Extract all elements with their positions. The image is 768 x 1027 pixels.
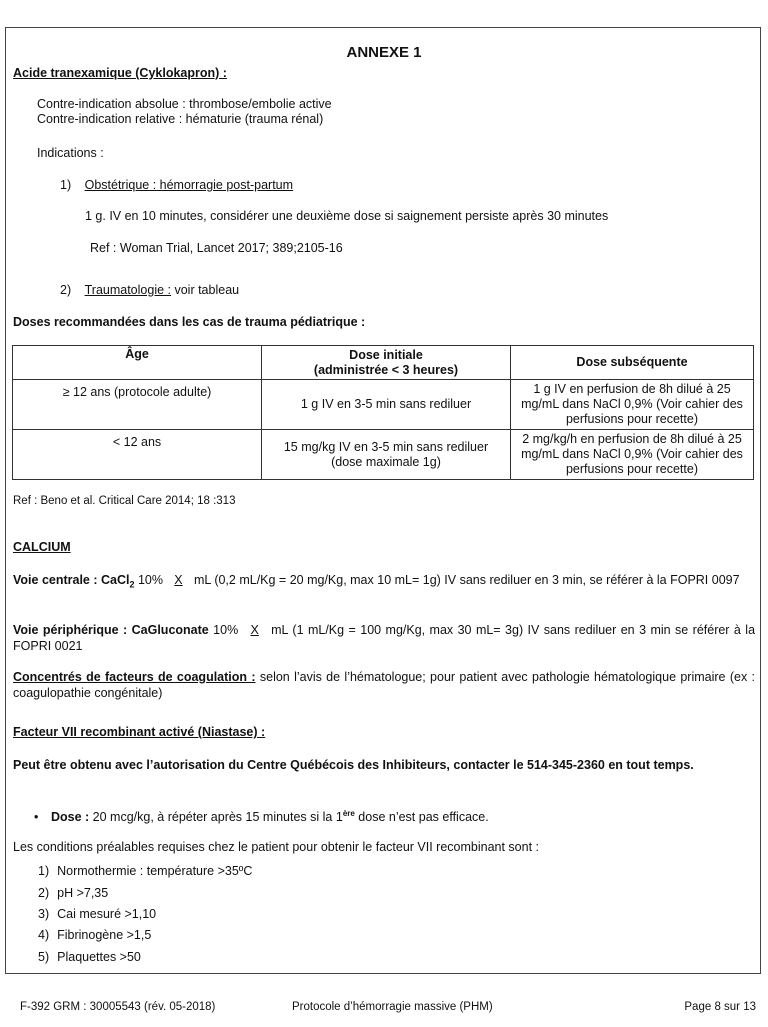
conditions-intro: Les conditions préalables requises chez le patient pour obtenir le facteur VII recombinant sont : [13,840,540,854]
condition-1-number: 1) [38,864,50,878]
row2-age: < 12 ans [13,430,262,480]
dose-label: Dose : [51,810,90,825]
doses-heading: Doses recommandées dans les cas de trauma pédiatrique : [13,315,366,329]
central-percent: 10% [134,573,167,587]
row1-initial: 1 g IV en 3-5 min sans rediluer [262,380,511,430]
calcium-central [13,572,755,593]
concentrates-text: selon l’avis de l’hématologue; pour patient avec pathologie hématologique primaire (ex : coagulopathie congénitale) [13,670,755,700]
indication-2-rest: voir tableau [171,283,240,297]
indication-2-label: Traumatologie : [84,283,171,297]
indication-1-label: Obstétrique : hémorragie post-partum [84,178,294,192]
central-label: Voie centrale : CaCl [13,573,130,587]
condition-5-number: 5) [38,950,50,964]
footer-form-id: F-392 GRM : 30005543 (rév. 05-2018) [20,1001,216,1013]
list-item [38,907,156,922]
condition-2-text: pH >7,35 [57,886,109,900]
indication-1 [60,178,293,193]
central-rest: mL (0,2 mL/Kg = 20 mg/Kg, max 10 mL= 1g) IV sans rediluer en 3 min, se référer à la FOPRI 0097 [190,573,740,587]
factor-vii-authorization: Peut être obtenu avec l’autorisation du Centre Québécois des Inhibiteurs, contacter le 514-345-2360 en tout temps. [13,758,694,772]
condition-5-text: Plaquettes >50 [57,950,141,964]
row1-subsequent: 1 g IV en perfusion de 8h dilué à 25 mg/mL dans NaCl 0,9% (Voir cahier des perfusions pour recette) [511,380,754,430]
footer-page-number: Page 8 sur 13 [684,1001,756,1013]
dose-table-header-row [13,346,754,380]
row2-initial-line2: (dose maximale 1g) [331,454,441,469]
table-row [13,380,754,430]
row2-initial-line1: 15 mg/kg IV en 3-5 min sans rediluer [283,439,489,454]
peripheral-x-blank: X [250,623,259,637]
row2-initial [262,430,511,480]
row1-age: ≥ 12 ans (protocole adulte) [13,380,262,430]
central-x-blank: X [174,573,183,587]
indication-2-number: 2) [60,283,72,297]
doses-ref: Ref : Beno et al. Critical Care 2014; 18 :313 [13,495,236,507]
header-age: Âge [13,346,262,380]
header-initial [262,346,511,380]
condition-1-text: Normothermie : température >35ºC [57,864,253,878]
central-subscript: 2 [129,579,135,590]
list-item [38,928,151,943]
tranexamic-heading: Acide tranexamique (Cyklokapron) : [13,66,227,80]
table-row [13,430,754,480]
condition-3-number: 3) [38,907,50,921]
page-title: ANNEXE 1 [346,44,422,61]
indication-1-number: 1) [60,178,72,192]
indication-1-ref: Ref : Woman Trial, Lancet 2017; 389;2105-16 [90,241,343,255]
calcium-peripheral [13,622,755,654]
list-item [38,886,108,901]
condition-2-number: 2) [38,886,50,900]
calcium-heading: CALCIUM [13,540,71,554]
concentrates-paragraph [13,669,755,701]
header-subsequent: Dose subséquente [511,346,754,380]
factor-vii-heading: Facteur VII recombinant activé (Niastase) : [13,725,266,739]
dose-superscript: ère [342,809,355,818]
footer-title: Protocole d’hémorragie massive (PHM) [292,1001,493,1013]
row2-subsequent: 2 mg/kg/h en perfusion de 8h dilué à 25 mg/mL dans NaCl 0,9% (Voir cahier des perfusions pour recette) [511,430,754,480]
contra-absolute: Contre-indication absolue : thrombose/embolie active [37,97,332,111]
condition-4-number: 4) [38,928,50,942]
indication-1-dose: 1 g. IV en 10 minutes, considérer une deuxième dose si saignement persiste après 30 minutes [85,209,609,223]
indication-2 [60,283,239,298]
peripheral-label: Voie périphérique : CaGluconate [13,623,209,637]
dose-text-end: dose n’est pas efficace. [354,810,489,825]
condition-4-text: Fibrinogène >1,5 [57,928,152,942]
dose-table [12,345,754,480]
list-item [38,950,141,965]
bullet: • [34,810,39,825]
header-initial-line1: Dose initiale [349,347,423,362]
header-initial-line2: (administrée < 3 heures) [313,362,459,377]
list-item [38,864,252,879]
dose-bullet-item [34,806,489,825]
condition-3-text: Cai mesuré >1,10 [57,907,157,921]
dose-text: 20 mcg/kg, à répéter après 15 minutes si la 1 [89,810,343,825]
concentrates-label: Concentrés de facteurs de coagulation : [13,670,256,684]
indications-label: Indications : [37,146,104,160]
contra-relative: Contre-indication relative : hématurie (trauma rénal) [37,112,324,126]
peripheral-rest: mL (1 mL/Kg = 100 mg/Kg, max 30 mL= 3g) IV sans rediluer en 3 min se référer à la FOPRI 0021 [13,623,756,653]
peripheral-percent: 10% [208,623,243,637]
